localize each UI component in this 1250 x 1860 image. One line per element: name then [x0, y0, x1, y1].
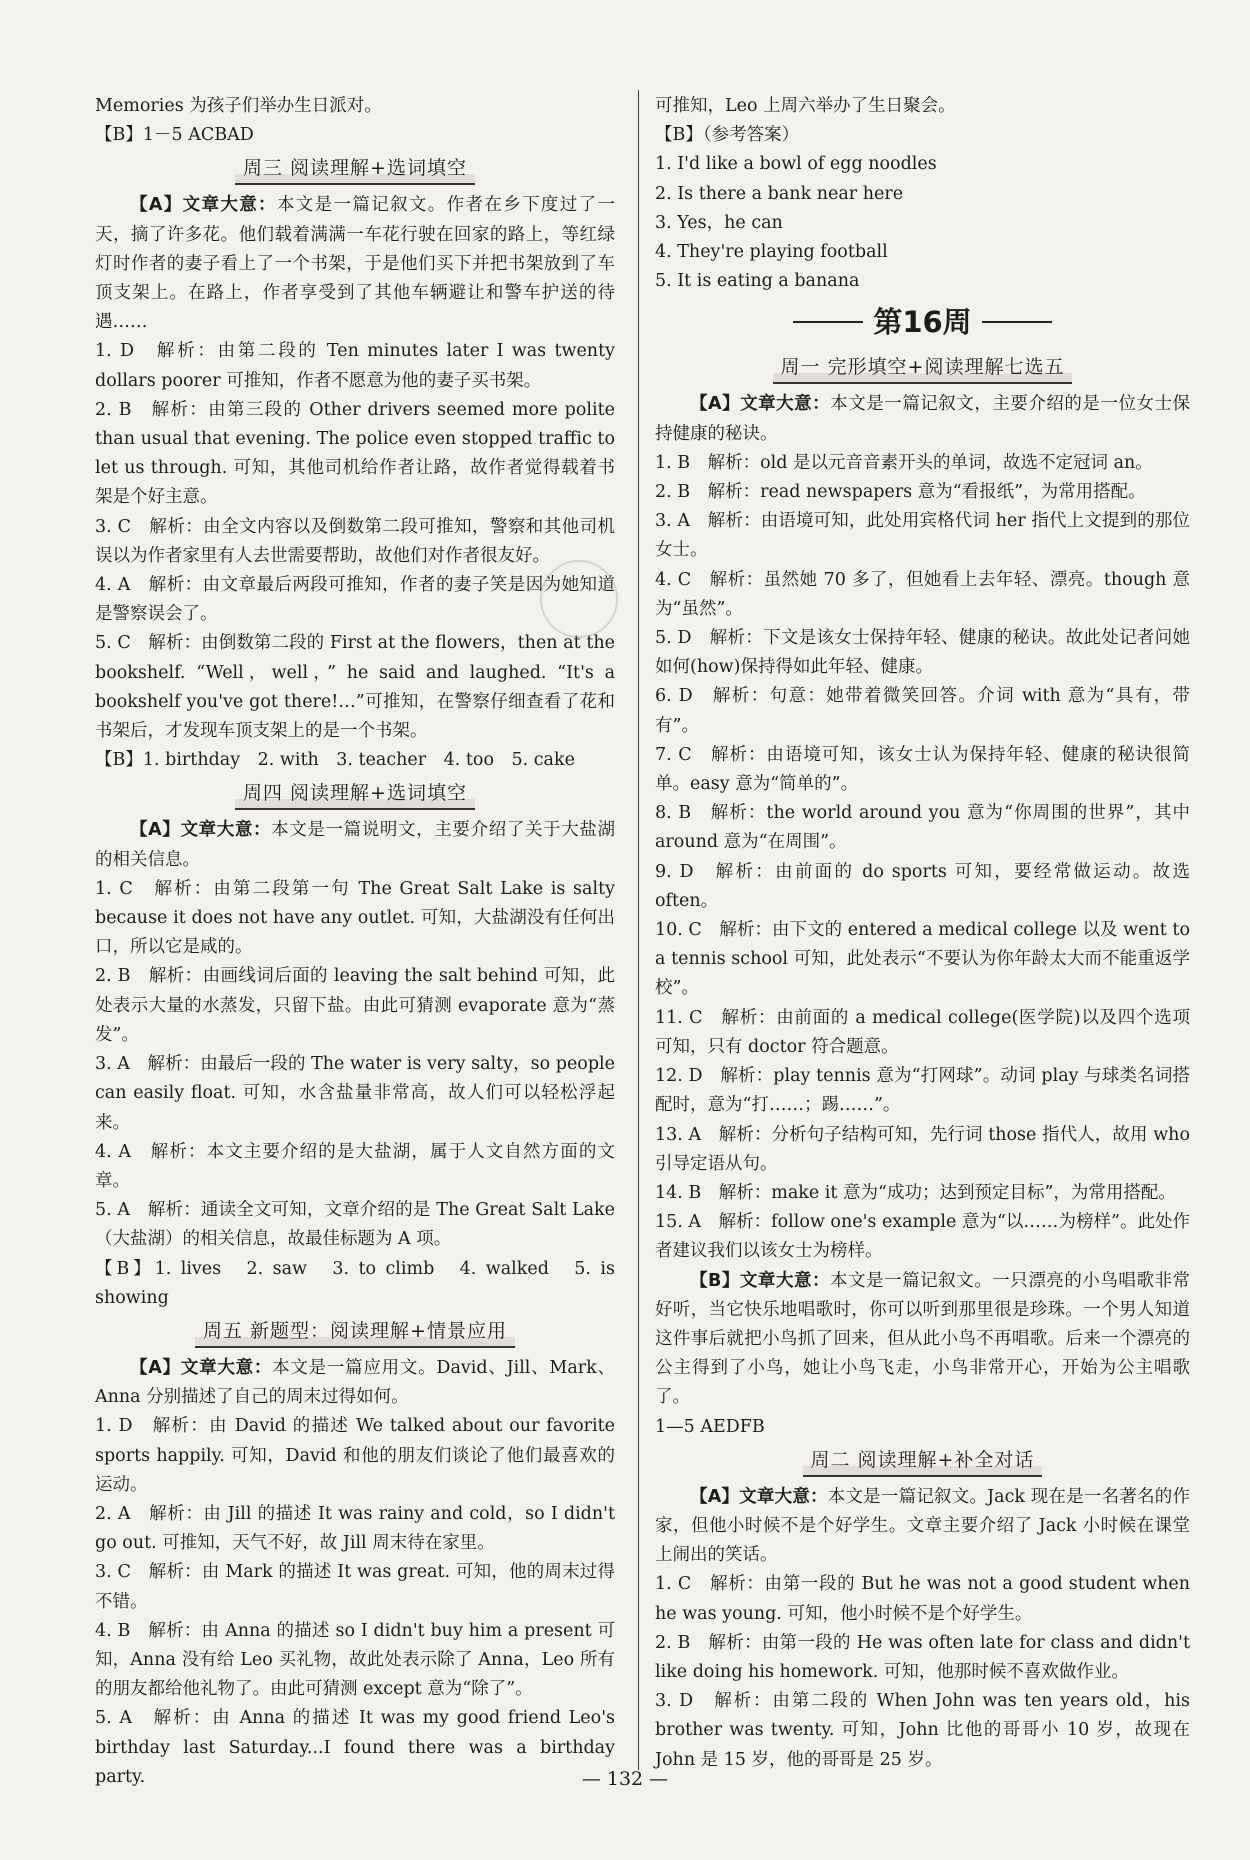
answer-line: 【B】1. lives 2. saw 3. to climb 4. walked 5. is showing [95, 1258, 615, 1308]
summary-text: 本文是一篇应用文。David、Jill、Mark、Anna 分别描述了自己的周末过得如何。 [95, 1357, 615, 1408]
week-title-rule [793, 321, 863, 323]
answer-line: 5. D 解析：下文是该女士保持年轻、健康的秘诀。故此处记者问她如何(how)保持得如此年轻、健康。 [655, 628, 1190, 678]
summary-label: 【A】文章大意： [130, 195, 277, 216]
section-heading [655, 352, 1190, 384]
answer-line: 1. C 解析：由第一段的 But he was not a good student when he was young. 可知，他小时候不是个好学生。 [655, 1574, 1190, 1624]
answer-line: Memories 为孩子们举办生日派对。 [95, 96, 382, 116]
section-heading [95, 778, 615, 810]
answer-line: 【B】1. birthday 2. with 3. teacher 4. too 5. cake [95, 750, 575, 771]
answer-line: 可推知，Leo 上周六举办了生日聚会。 [655, 96, 956, 116]
answer-line: 4. A 解析：本文主要介绍的是大盐湖，属于人文自然方面的文章。 [95, 1141, 615, 1191]
column-divider [638, 90, 639, 1770]
summary-text: 本文是一篇记叙文。Jack 现在是一名著名的作家，但他小时候不是个好学生。文章主要介绍了 Jack 小时候在课堂上闹出的笑话。 [655, 1486, 1190, 1566]
page-number: — 132 — [581, 1768, 669, 1790]
answer-line: 1. C 解析：由第二段第一句 The Great Salt Lake is salty because it does not have any outlet. 可知，大盐湖没有任何出口，所以它是咸的。 [95, 878, 615, 958]
answer-line: 7. C 解析：由语境可知，该女士认为保持年轻、健康的秘诀很简单。easy 意为“简单的”。 [655, 744, 1190, 795]
answer-line: 6. D 解析：句意：她带着微笑回答。介词 with 意为“具有，带有”。 [655, 686, 1190, 736]
summary-label: 【A】文章大意： [690, 1486, 828, 1507]
answer-line: 3. Yes，he can [655, 212, 783, 233]
answer-line: 2. B 解析：由第三段的 Other drivers seemed more polite than usual that evening. The police even stopped traffic to let us through. 可知，其他司机给作者让路，故作者觉得载着书架是个好主意。 [95, 399, 615, 508]
answer-line: 5. A 解析：通读全文可知，文章介绍的是 The Great Salt Lake（大盐湖）的相关信息，故最佳标题为 A 项。 [95, 1200, 615, 1250]
left-column [95, 92, 615, 1792]
summary-text: 本文是一篇记叙文。作者在乡下度过了一天，摘了许多花。他们载着满满一车花行驶在回家的路上，等红绿灯时作者的妻子看上了一个书架，于是他们买下并把书架放到了车顶支架上。在路上，作者享受到了其他车辆避让和警车护送的待遇…… [95, 195, 616, 333]
summary-label: 【A】文章大意： [690, 394, 831, 415]
section-heading-text: 周一 完形填空+阅读理解七选五 [773, 352, 1073, 384]
answer-line: 1. I'd like a bowl of egg noodles [655, 154, 937, 175]
answer-line: 1. B 解析：old 是以元音音素开头的单词，故选不定冠词 an。 [655, 452, 1153, 473]
summary-paragraph [655, 390, 1190, 448]
answer-line: 2. B 解析：read newspapers 意为“看报纸”，为常用搭配。 [655, 482, 1146, 503]
answer-line: 11. C 解析：由前面的 a medical college(医学院)以及四个选项可知，只有 doctor 符合题意。 [655, 1007, 1190, 1057]
section-heading-text: 周三 阅读理解+选词填空 [235, 153, 475, 185]
answer-line: 5. It is eating a banana [655, 271, 860, 292]
summary-paragraph [95, 1354, 615, 1412]
answer-line: 10. C 解析：由下文的 entered a medical college 以及 went to a tennis school 可知，此处表示“不要认为你年龄太大而不能重返学校”。 [655, 920, 1190, 999]
answer-line: 13. A 解析：分析句子结构可知，先行词 those 指代人，故用 who 引导定语从句。 [655, 1124, 1190, 1174]
section-heading-text: 周五 新题型：阅读理解+情景应用 [195, 1316, 515, 1348]
answer-line: 5. A 解析：由 Anna 的描述 It was my good friend Leo's birthday last Saturday...I found there was a birthday party. [95, 1708, 615, 1787]
answer-line: 8. B 解析：the world around you 意为“你周围的世界”，其中 around 意为“在周围”。 [655, 803, 1190, 853]
answer-line: 4. They're playing football [655, 242, 888, 263]
answer-line: 1. D 解析：由第二段的 Ten minutes later I was twenty dollars poorer 可推知，作者不愿意为他的妻子买书架。 [95, 341, 615, 391]
answer-line: 3. A 解析：由最后一段的 The water is very salty，so people can easily float. 可知，水含盐量非常高，故人们可以轻松浮起来。 [95, 1054, 615, 1133]
watermark-stamp [540, 560, 618, 638]
answer-line: 4. B 解析：由 Anna 的描述 so I didn't buy him a present 可知，Anna 没有给 Leo 买礼物，故此处表示除了 Anna，Leo 所有的朋友都给他礼物了。由此可猜测 except 意为“除了”。 [95, 1620, 615, 1700]
answer-line: 2. A 解析：由 Jill 的描述 It was rainy and cold，so I didn't go out. 可推知，天气不好，故 Jill 周末待在家里。 [95, 1503, 615, 1554]
answer-line: 2. B 解析：由第一段的 He was often late for class and didn't like doing his homework. 可知，他那时候不喜欢做作业。 [655, 1632, 1190, 1682]
summary-paragraph [95, 191, 615, 337]
section-heading [95, 1316, 615, 1348]
week-title [655, 300, 1190, 344]
answer-line: 15. A 解析：follow one's example 意为“以……为榜样”。此处作者建议我们以该女士为榜样。 [655, 1212, 1190, 1262]
summary-paragraph [655, 1267, 1190, 1413]
summary-label: 【B】文章大意： [690, 1270, 831, 1291]
answer-line: 2. Is there a bank near here [655, 183, 904, 204]
summary-text: 本文是一篇记叙文，主要介绍的是一位女士保持健康的秘诀。 [655, 394, 1191, 444]
section-heading-text: 周二 阅读理解+补全对话 [803, 1445, 1043, 1477]
summary-label: 【A】文章大意： [130, 820, 272, 841]
week-title-text: 第16周 [873, 305, 972, 340]
answer-line: 2. B 解析：由画线词后面的 leaving the salt behind 可知，此处表示大量的水蒸发，只留下盐。由此可猜测 evaporate 意为“蒸发”。 [95, 966, 615, 1045]
answer-line: 3. C 解析：由全文内容以及倒数第二段可推知，警察和其他司机误以为作者家里有人去世需要帮助，故他们对作者很友好。 [95, 516, 615, 566]
section-heading-text: 周四 阅读理解+选词填空 [235, 778, 475, 810]
answer-line: 1. D 解析：由 David 的描述 We talked about our favorite sports happily. 可知，David 和他的朋友们谈论了他们最喜欢的运动。 [95, 1416, 615, 1495]
answer-line: 1—5 AEDFB [655, 1416, 765, 1437]
week-title-rule [982, 321, 1052, 323]
answer-line: 【B】（参考答案） [655, 125, 800, 146]
answer-line: 12. D 解析：play tennis 意为“打网球”。动词 play 与球类名词搭配时，意为“打……；踢……”。 [655, 1066, 1190, 1116]
answer-line: 5. C 解析：由倒数第二段的 First at the flowers，then at the bookshelf. “Well，well，” he said and laughed. “It's a bookshelf you've got there!…”可推知，在警察仔细查看了花和书架后，才发现车顶支架上的是一个书架。 [95, 633, 615, 742]
summary-paragraph [655, 1483, 1190, 1571]
answer-line: 4. A 解析：由文章最后两段可推知，作者的妻子笑是因为她知道是警察误会了。 [95, 575, 615, 625]
section-heading [655, 1445, 1190, 1477]
answer-line: 3. D 解析：由第二段的 When John was ten years old，his brother was twenty. 可知，John 比他的哥哥小 10 岁，故现在 John 是 15 岁，他的哥哥是 25 岁。 [655, 1691, 1190, 1770]
summary-paragraph [95, 816, 615, 874]
answer-line: 9. D 解析：由前面的 do sports 可知，要经常做运动。故选 often。 [655, 861, 1190, 911]
answer-line: 3. C 解析：由 Mark 的描述 It was great. 可知，他的周末过得不错。 [95, 1562, 615, 1612]
summary-text: 本文是一篇说明文，主要介绍了关于大盐湖的相关信息。 [95, 820, 615, 870]
summary-text: 本文是一篇记叙文。一只漂亮的小鸟唱歌非常好听，当它快乐地唱歌时，你可以听到那里很是珍珠。一个男人知道这件事后就把小鸟抓了回来，但从此小鸟不再唱歌。后来一个漂亮的公主得到了小鸟，她让小鸟飞走，小鸟非常开心，开始为公主唱歌了。 [655, 1270, 1191, 1408]
section-heading [95, 153, 615, 185]
answer-line: 【B】1－5 ACBAD [95, 125, 254, 146]
summary-label: 【A】文章大意： [130, 1357, 273, 1378]
answer-line: 3. A 解析：由语境可知，此处用宾格代词 her 指代上文提到的那位女士。 [655, 511, 1190, 561]
right-column [655, 92, 1190, 1775]
answer-line: 4. C 解析：虽然她 70 多了，但她看上去年轻、漂亮。though 意为“虽然”。 [655, 569, 1190, 619]
answer-line: 14. B 解析：make it 意为“成功；达到预定目标”，为常用搭配。 [655, 1182, 1176, 1203]
